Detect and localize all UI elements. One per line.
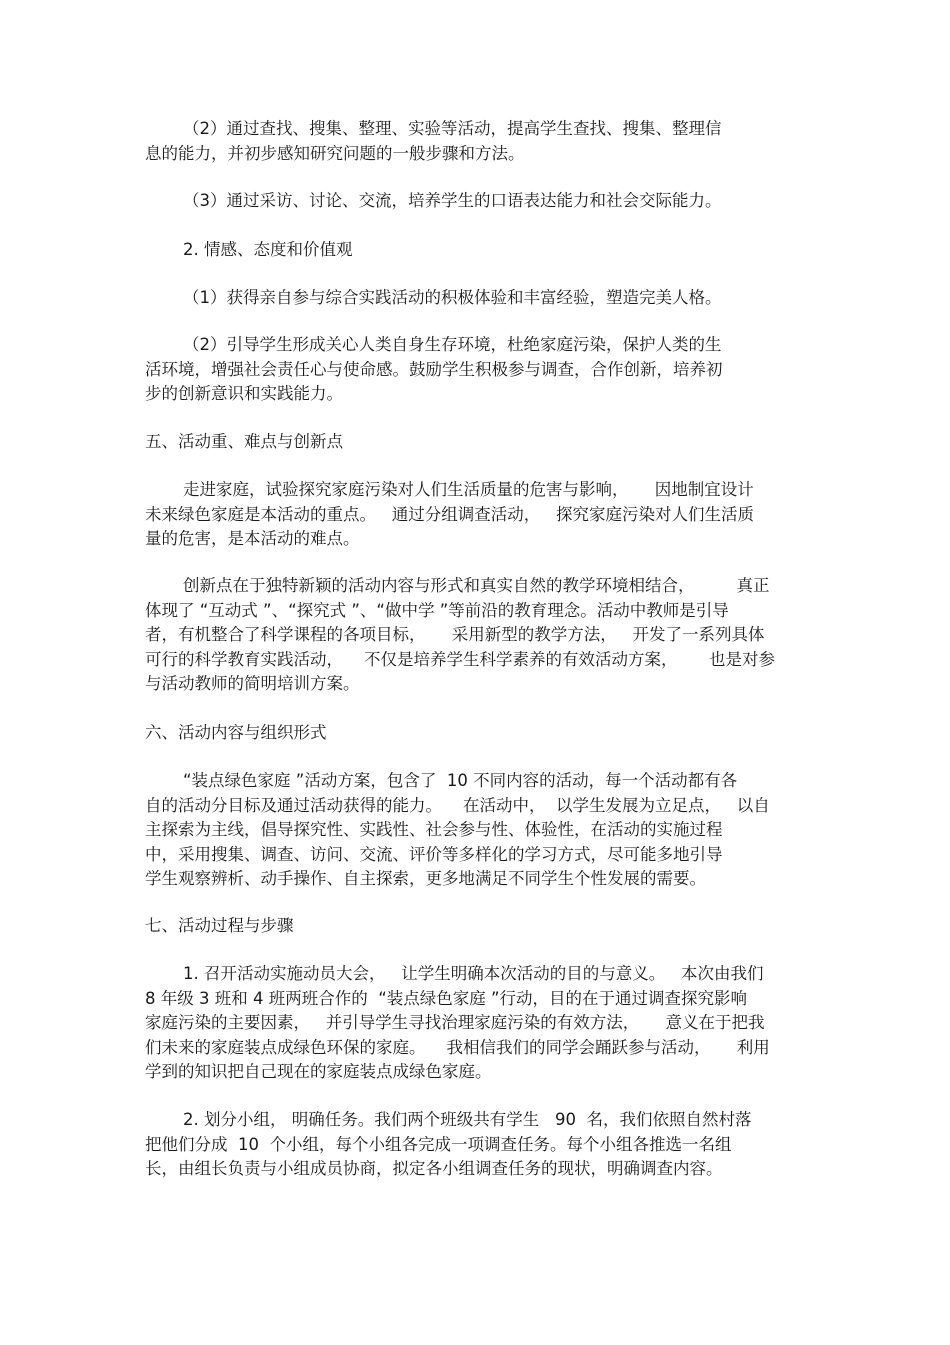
text-line: （1）获得亲自参与综合实践活动的积极体验和丰富经验，塑造完美人格。 xyxy=(183,288,722,307)
text-line: （2）引导学生形成关心人类自身生存环境，杜绝家庭污染，保护人类的生 xyxy=(183,335,722,354)
text-line: 8 年级 3 班和 4 班两班合作的 “装点绿色家庭 ”行动，目的在于通过调查探究影响 xyxy=(145,988,748,1008)
paragraph-innovation xyxy=(145,574,810,697)
section-heading-5 xyxy=(145,430,810,455)
text-line: 长，由组长负责与小组成员协商，拟定各小组调查任务的现状，明确调查内容。 xyxy=(145,1159,723,1179)
text-line: 量的危害，是本活动的难点。 xyxy=(145,529,360,549)
paragraph-key-points xyxy=(145,478,810,552)
text-line: 创新点在于独特新颖的活动内容与形式和真实自然的教学环境相结合， 真正 xyxy=(183,576,770,595)
text-line: 学到的知识把自己现在的家庭装点成绿色家庭。 xyxy=(145,1062,492,1082)
text-line: 学生观察辨析、动手操作、自主探索，更多地满足不同学生个性发展的需要。 xyxy=(145,869,706,889)
text-line: 走进家庭，试验探究家庭污染对人们生活质量的危害与影响， 因地制宜设计 xyxy=(183,480,754,499)
section-heading: 七、活动过程与步骤 xyxy=(145,916,294,935)
text-line: 主探索为主线，倡导探究性、实践性、社会参与性、体验性，在活动的实施过程 xyxy=(145,820,723,840)
text-line: 活环境，增强社会责任心与使命感。鼓励学生积极参与调查，合作创新，培养初 xyxy=(145,359,723,379)
paragraph-environment-awareness xyxy=(145,333,810,407)
section-heading-6 xyxy=(145,721,810,746)
text-line: 步的创新意识和实践能力。 xyxy=(145,384,343,404)
paragraph-activity-content xyxy=(145,769,810,892)
text-line: 们未来的家庭装点成绿色环保的家庭。 我相信我们的同学会踊跃参与活动， 利用 xyxy=(145,1037,770,1057)
text-line: 中，采用搜集、调查、访问、交流、评价等多样化的学习方式，尽可能多地引导 xyxy=(145,844,723,864)
section-heading: 六、活动内容与组织形式 xyxy=(145,723,327,742)
text-line: 未来绿色家庭是本活动的重点。 通过分组调查活动， 探究家庭污染对人们生活质 xyxy=(145,504,754,524)
text-line: 自的活动分目标及通过活动获得的能力。 在活动中， 以学生发展为立足点， 以自 xyxy=(145,795,770,815)
text-line: “装点绿色家庭 ”活动方案，包含了 10 不同内容的活动，每一个活动都有各 xyxy=(183,771,738,790)
text-line: 家庭污染的主要因素， 并引导学生寻找治理家庭污染的有效方法， 意义在于把我 xyxy=(145,1013,765,1033)
text-line: 2. 情感、态度和价值观 xyxy=(183,240,353,259)
text-line: 与活动教师的简明培训方案。 xyxy=(145,674,360,694)
text-line: 把他们分成 10 个小组，每个小组各完成一项调查任务。每个小组各推选一名组 xyxy=(145,1134,732,1154)
text-line: 体现了 “互动式 ”、“探究式 ”、“做中学 ”等前沿的教育理念。活动中教师是引导 xyxy=(145,600,729,620)
paragraph-information-ability xyxy=(145,117,810,166)
section-heading: 五、活动重、难点与创新点 xyxy=(145,432,343,451)
paragraph-mobilization-meeting xyxy=(145,962,810,1085)
text-line: 1. 召开活动实施动员大会， 让学生明确本次活动的目的与意义。 本次由我们 xyxy=(183,964,764,983)
text-line: （3）通过采访、讨论、交流，培养学生的口语表达能力和社会交际能力。 xyxy=(183,191,722,210)
subheading-emotion-attitude-values xyxy=(145,238,810,263)
paragraph-experience xyxy=(145,286,810,311)
paragraph-group-division xyxy=(145,1108,810,1182)
text-line: 者，有机整合了科学课程的各项目标， 采用新型的教学方法， 开发了一系列具体 xyxy=(145,625,765,645)
text-line: （2）通过查找、搜集、整理、实验等活动，提高学生查找、搜集、整理信 xyxy=(183,119,722,138)
section-heading-7 xyxy=(145,914,810,939)
paragraph-communication-ability xyxy=(145,189,810,214)
text-line: 可行的科学教育实践活动， 不仅是培养学生科学素养的有效活动方案， 也是对参 xyxy=(145,649,775,669)
text-line: 2. 划分小组， 明确任务。我们两个班级共有学生 90 名，我们依照自然村落 xyxy=(183,1110,752,1129)
text-line: 息的能力，并初步感知研究问题的一般步骤和方法。 xyxy=(145,143,525,163)
